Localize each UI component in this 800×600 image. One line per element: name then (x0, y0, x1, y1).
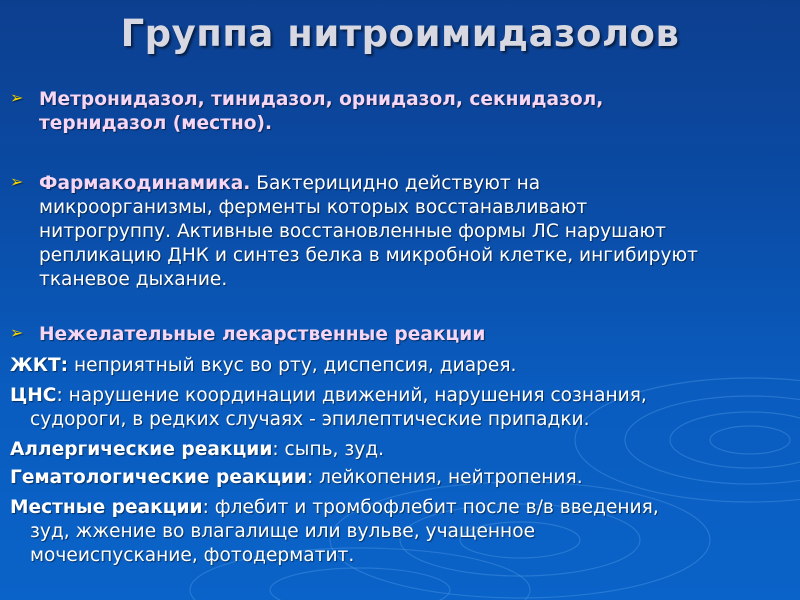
pharmacodynamics-text (39, 172, 790, 292)
drug-list-text (39, 88, 790, 136)
pharmacodynamics-line-3: нитрогруппу. Активные восстановленные формы ЛС нарушают (39, 221, 666, 242)
reaction-cns-label: ЦНС (10, 385, 57, 406)
arrow-bullet-icon: ➢ (10, 323, 24, 342)
bullet-drug-list (10, 88, 790, 138)
pharmacodynamics-line-4: репликацию ДНК и синтез белка в микробной клетке, ингибируют (39, 245, 698, 266)
reaction-cns (10, 384, 795, 432)
arrow-bullet-icon: ➢ (10, 88, 24, 107)
slide-title: Группа нитроимидазолов (120, 12, 680, 55)
reaction-hemato-label: Гематологические реакции (10, 467, 307, 488)
reaction-cns-line-2: судороги, в редких случаях - эпилептические припадки. (30, 409, 590, 430)
reaction-cns-text: : нарушение координации движений, нарушения сознания, (56, 385, 647, 406)
reaction-hemato (10, 466, 795, 490)
reaction-gi (10, 354, 795, 378)
bullet-pharmacodynamics (10, 172, 790, 296)
drug-list-line-2: тернидазол (местно). (39, 113, 273, 134)
reaction-allergic-text: : сыпь, зуд. (272, 439, 385, 460)
reaction-local (10, 496, 795, 568)
reaction-gi-label: ЖКТ: (10, 355, 69, 376)
reaction-allergic (10, 438, 795, 462)
reaction-allergic-label: Аллергические реакции (10, 439, 273, 460)
arrow-bullet-icon: ➢ (10, 172, 24, 191)
reaction-local-label: Местные реакции (10, 497, 203, 518)
reaction-local-text: : флебит и тромбофлебит после в/в введения, (202, 497, 659, 518)
pharmacodynamics-line-5: тканевое дыхание. (39, 269, 228, 290)
pharmacodynamics-heading: Фармакодинамика. (39, 173, 251, 194)
reaction-gi-text: неприятный вкус во рту, диспепсия, диарея. (68, 355, 517, 376)
bullet-adverse-reactions (10, 323, 790, 349)
pharmacodynamics-line-1: Бактерицидно действуют на (250, 173, 541, 194)
pharmacodynamics-line-2: микроорганизмы, ферменты которых восстанавливают (39, 197, 588, 218)
drug-list-line-1: Метронидазол, тинидазол, орнидазол, секнидазол, (39, 89, 604, 110)
reaction-local-line-3: мочеиспускание, фотодерматит. (30, 545, 355, 566)
reaction-hemato-text: : лейкопения, нейтропения. (306, 467, 583, 488)
adverse-reactions-heading: Нежелательные лекарственные реакции (39, 324, 486, 345)
reaction-local-line-2: зуд, жжение во влагалище или вульве, учащенное (30, 521, 536, 542)
